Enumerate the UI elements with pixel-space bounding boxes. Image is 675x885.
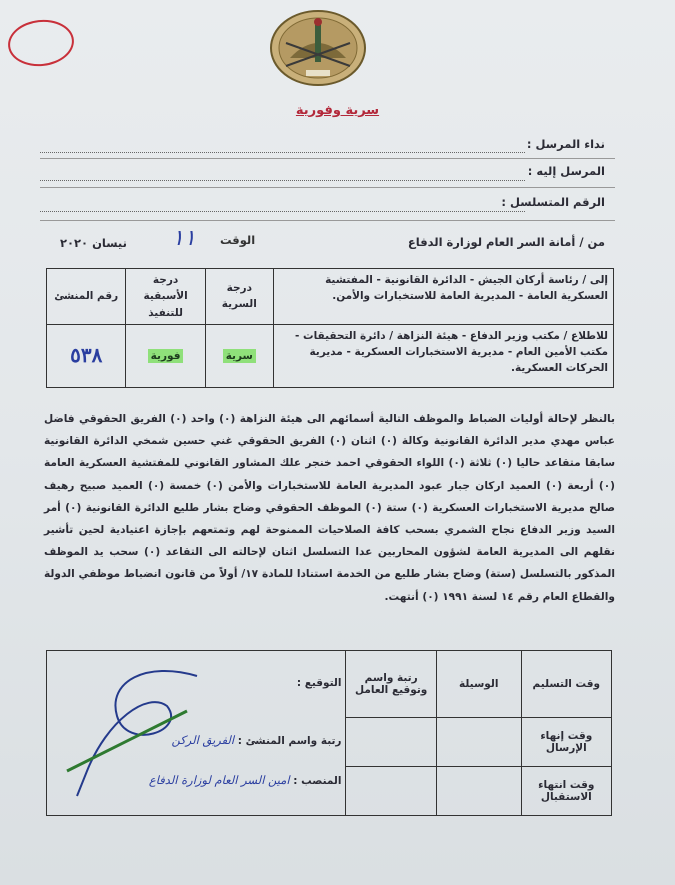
caller-rule [40,158,615,159]
recipient-dotted-line [40,180,525,181]
time-label: الوقت [220,233,256,247]
origin-number-value: ٥٣٨ [70,343,103,368]
classification-heading: سرية وفورية [295,103,380,118]
origin-number-header: رقم المنشئ [47,269,126,325]
secrecy-value: سرية [223,349,256,363]
signature-block [47,651,346,816]
caller-dotted-line [40,152,525,153]
secrecy-header: درجة السرية [205,269,273,325]
ministry-emblem-icon [268,8,368,88]
secrecy-cell [205,324,273,387]
originator-label: رتبة واسم المنشئ : [237,735,342,747]
means-header: الوسيلة [436,651,521,718]
priority-header: درجة الأسبقية للتنفيذ [126,269,205,325]
red-circle-mark [6,17,76,70]
send-end-label: وقت إنهاء الإرسال [521,718,611,767]
origin-number-cell [47,324,126,387]
serial-rule [40,220,615,221]
worker-rank-header: رتبة واسم وتوقيع العامل [346,651,436,718]
signature-label: التوقيع : [296,677,342,689]
message-body [44,408,615,608]
info-cell: للاطلاع / مكتب وزير الدفاع - هيئة النزاهة / دائرة التحقيقات - مكتب الأمين العام - مديرية الاستخبارات العسكرية - مديرية الحركات العسكرية. [273,324,613,387]
routing-table [46,268,614,388]
dispatch-table [46,650,612,816]
originator-value: الفريق الركن [171,733,235,747]
position-value: امين السر العام لوزارة الدفاع [148,773,290,787]
recipient-rule [40,187,615,188]
message-paragraph: بالنظر لإحالة أوليات الضباط والموظف التالية أسمائهم الى هيئة النزاهة (٠) واحد (٠) الفريق الحقوقي فاضل عباس مهدي مدير الدائرة القانونية وكالة (٠) اثنان (٠) الفريق الحقوقي غني حسين شمخي الدائرة القانونية سابقا متقاعد حاليا (٠) ثلاثة (٠) اللواء الحقوقي احمد خنجر علك المشاور القانوني للمفتشية العسكرية العامة (٠) أربعة (٠) العميد اركان جبار عبود المديرية العامة للاستخبارات والأمن (٠) خمسة (٠) العميد صبيح رهيف صالح مديرية الاستخبارات العسكرية (٠) ستة (٠) الموظف الحقوقي وضاح بشار طليع الدائرة القانونية (٠) أمر السيد وزير الدفاع نجاح الشمري بسحب كافة الصلاحيات الممنوحة لهم وتمتعهم بإجازة اعتيادية لحين تأشير نقلهم الى المديرية العامة لشؤون المحاربين عدا التسلسل اثنان لإحالته الى التقاعد (٠) سحب يد الموظف المذكور بالتسلسل (ستة) وضاح بشار طليع من الخدمة استنادا للمادة ١٧/ أولاً من قانون انضباط موظفي الدولة والقطاع العام رقم ١٤ لسنة ١٩٩١ (٠) أنتهت. [44,413,616,603]
receive-end-label: وقت انتهاء الاستقبال [521,767,611,816]
handover-time-header: وقت التسليم [521,651,611,718]
send-end-means [436,718,521,767]
date-value: نيسان ٢٠٢٠ [60,236,127,250]
priority-cell [126,324,205,387]
to-cell: إلى / رئاسة أركان الجيش - الدائرة القانونية - المفتشية العسكرية العامة - المديرية العامة للاستخبارات والأمن. [273,269,613,325]
receive-end-worker [346,767,436,816]
serial-dotted-line [40,211,525,212]
priority-value: فورية [148,349,184,363]
handwritten-day: ١١ [172,226,196,251]
originator-row [51,733,341,747]
send-end-worker [346,718,436,767]
receive-end-means [436,767,521,816]
recipient-label: المرسل إليه : [527,164,605,178]
caller-label: نداء المرسل : [526,137,605,151]
from-line: من / أمانة السر العام لوزارة الدفاع [407,235,605,249]
position-label: المنصب : [293,775,342,787]
serial-label: الرقم المتسلسل : [501,195,605,209]
position-row [51,773,341,787]
